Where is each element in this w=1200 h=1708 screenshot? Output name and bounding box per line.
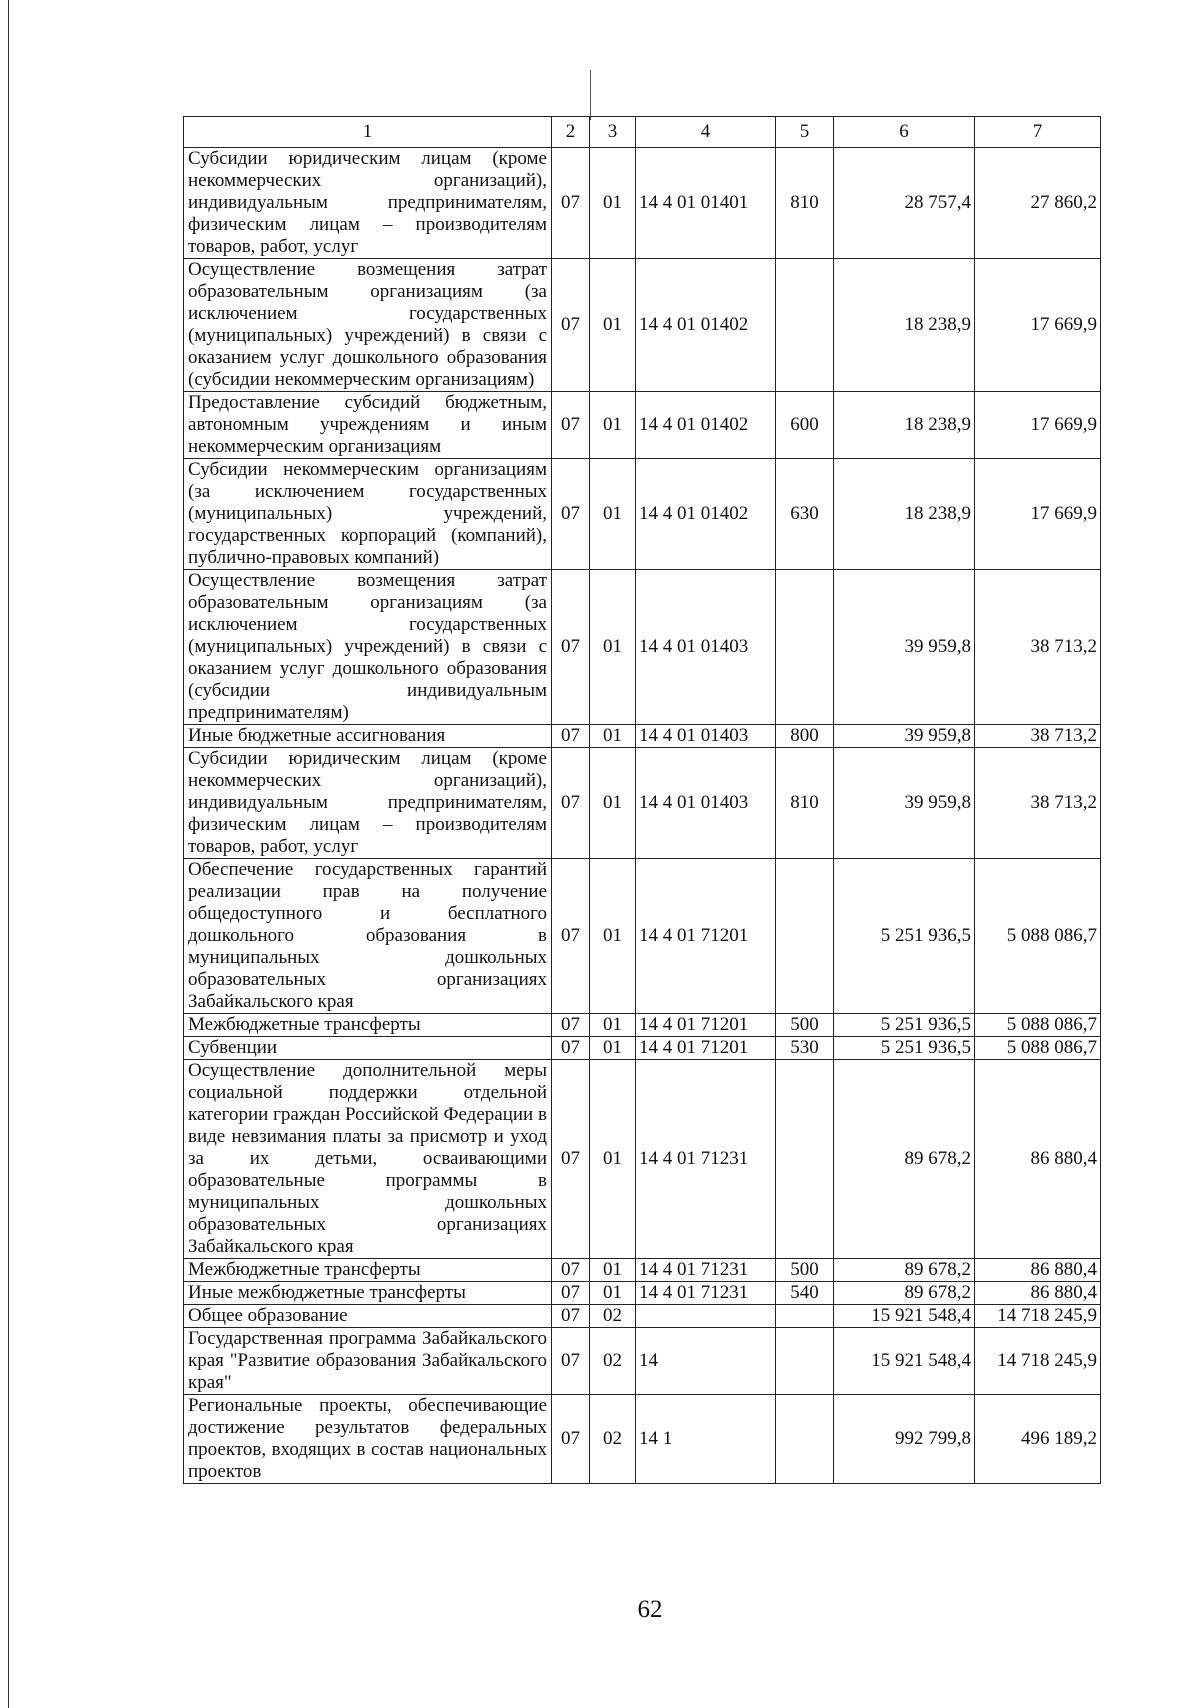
expense-type-cell: 800 [776, 725, 834, 748]
table-row [184, 1305, 1101, 1328]
section-code-cell: 07 [552, 392, 590, 459]
section-code-cell: 07 [552, 859, 590, 1014]
budget-table [183, 116, 1101, 1484]
subsection-code-cell: 01 [590, 1060, 636, 1259]
section-code-cell: 07 [552, 1305, 590, 1328]
target-article-cell: 14 4 01 71201 [636, 859, 776, 1014]
subsection-code-cell: 01 [590, 570, 636, 725]
amount-year2-cell: 17 669,9 [975, 459, 1101, 570]
page-margin-line [8, 0, 9, 1708]
table-row [184, 1395, 1101, 1484]
table-row [184, 1282, 1101, 1305]
item-name-cell: Иные межбюджетные трансферты [184, 1282, 552, 1305]
amount-year1-cell: 89 678,2 [834, 1282, 975, 1305]
target-article-cell: 14 4 01 71231 [636, 1259, 776, 1282]
expense-type-cell: 810 [776, 148, 834, 259]
amount-year1-cell: 39 959,8 [834, 725, 975, 748]
section-code-cell: 07 [552, 459, 590, 570]
header-cell-1: 1 [184, 117, 552, 148]
expense-type-cell: 600 [776, 392, 834, 459]
target-article-cell: 14 4 01 01403 [636, 748, 776, 859]
amount-year2-cell: 5 088 086,7 [975, 1014, 1101, 1037]
header-cell-3: 3 [590, 117, 636, 148]
scan-mark [590, 70, 591, 120]
subsection-code-cell: 01 [590, 1014, 636, 1037]
target-article-cell: 14 4 01 01403 [636, 725, 776, 748]
item-name-cell: Государственная программа Забайкальского края "Развитие образования Забайкальского края" [184, 1328, 552, 1395]
table-row [184, 392, 1101, 459]
target-article-cell: 14 4 01 01402 [636, 259, 776, 392]
subsection-code-cell: 01 [590, 1259, 636, 1282]
amount-year1-cell: 5 251 936,5 [834, 859, 975, 1014]
expense-type-cell: 530 [776, 1037, 834, 1060]
header-row [184, 117, 1101, 148]
table-row [184, 459, 1101, 570]
expense-type-cell [776, 1305, 834, 1328]
subsection-code-cell: 02 [590, 1305, 636, 1328]
target-article-cell: 14 4 01 01402 [636, 392, 776, 459]
target-article-cell: 14 [636, 1328, 776, 1395]
section-code-cell: 07 [552, 1037, 590, 1060]
item-name-cell: Межбюджетные трансферты [184, 1259, 552, 1282]
item-name-cell: Субвенции [184, 1037, 552, 1060]
subsection-code-cell: 01 [590, 259, 636, 392]
amount-year1-cell: 992 799,8 [834, 1395, 975, 1484]
table-row [184, 259, 1101, 392]
expense-type-cell: 500 [776, 1259, 834, 1282]
header-cell-5: 5 [776, 117, 834, 148]
expense-type-cell: 540 [776, 1282, 834, 1305]
item-name-cell: Общее образование [184, 1305, 552, 1328]
target-article-cell: 14 4 01 71201 [636, 1014, 776, 1037]
table-row [184, 570, 1101, 725]
amount-year1-cell: 18 238,9 [834, 259, 975, 392]
target-article-cell: 14 4 01 71231 [636, 1060, 776, 1259]
amount-year2-cell: 5 088 086,7 [975, 1037, 1101, 1060]
subsection-code-cell: 01 [590, 1037, 636, 1060]
expense-type-cell [776, 1060, 834, 1259]
expense-type-cell [776, 1395, 834, 1484]
item-name-cell: Субсидии некоммерческим организациям (за исключением государственных (муниципальных) учреждений, государственных корпораций (компаний), публично-правовых компаний) [184, 459, 552, 570]
table-row [184, 1060, 1101, 1259]
section-code-cell: 07 [552, 1259, 590, 1282]
table-row [184, 148, 1101, 259]
amount-year1-cell: 5 251 936,5 [834, 1037, 975, 1060]
expense-type-cell [776, 859, 834, 1014]
item-name-cell: Осуществление возмещения затрат образовательным организациям (за исключением государственных (муниципальных) учреждений) в связи с оказанием услуг дошкольного образования (субсидии индивидуальным предпринимателям) [184, 570, 552, 725]
amount-year2-cell: 14 718 245,9 [975, 1305, 1101, 1328]
subsection-code-cell: 01 [590, 859, 636, 1014]
section-code-cell: 07 [552, 259, 590, 392]
subsection-code-cell: 01 [590, 1282, 636, 1305]
header-cell-2: 2 [552, 117, 590, 148]
amount-year2-cell: 38 713,2 [975, 725, 1101, 748]
amount-year1-cell: 89 678,2 [834, 1060, 975, 1259]
subsection-code-cell: 01 [590, 459, 636, 570]
amount-year2-cell: 496 189,2 [975, 1395, 1101, 1484]
item-name-cell: Субсидии юридическим лицам (кроме некоммерческих организаций), индивидуальным предпринимателям, физическим лицам – производителям товаров, работ, услуг [184, 748, 552, 859]
expense-type-cell: 810 [776, 748, 834, 859]
section-code-cell: 07 [552, 1395, 590, 1484]
amount-year2-cell: 86 880,4 [975, 1060, 1101, 1259]
amount-year2-cell: 38 713,2 [975, 570, 1101, 725]
target-article-cell: 14 4 01 01402 [636, 459, 776, 570]
amount-year1-cell: 15 921 548,4 [834, 1328, 975, 1395]
expense-type-cell [776, 1328, 834, 1395]
header-cell-7: 7 [975, 117, 1101, 148]
expense-type-cell: 630 [776, 459, 834, 570]
subsection-code-cell: 01 [590, 725, 636, 748]
amount-year2-cell: 86 880,4 [975, 1282, 1101, 1305]
amount-year1-cell: 18 238,9 [834, 392, 975, 459]
header-cell-4: 4 [636, 117, 776, 148]
expense-type-cell: 500 [776, 1014, 834, 1037]
amount-year1-cell: 15 921 548,4 [834, 1305, 975, 1328]
item-name-cell: Предоставление субсидий бюджетным, автономным учреждениям и иным некоммерческим организациям [184, 392, 552, 459]
amount-year1-cell: 5 251 936,5 [834, 1014, 975, 1037]
expense-type-cell [776, 570, 834, 725]
amount-year2-cell: 27 860,2 [975, 148, 1101, 259]
section-code-cell: 07 [552, 1282, 590, 1305]
amount-year2-cell: 14 718 245,9 [975, 1328, 1101, 1395]
amount-year1-cell: 39 959,8 [834, 570, 975, 725]
subsection-code-cell: 02 [590, 1395, 636, 1484]
table-row [184, 748, 1101, 859]
item-name-cell: Обеспечение государственных гарантий реализации прав на получение общедоступного и бесплатного дошкольного образования в муниципальных дошкольных образовательных организациях Забайкальского края [184, 859, 552, 1014]
table-row [184, 725, 1101, 748]
item-name-cell: Осуществление возмещения затрат образовательным организациям (за исключением государственных (муниципальных) учреждений) в связи с оказанием услуг дошкольного образования (субсидии некоммерческим организациям) [184, 259, 552, 392]
table-row [184, 1259, 1101, 1282]
section-code-cell: 07 [552, 570, 590, 725]
target-article-cell: 14 4 01 01401 [636, 148, 776, 259]
amount-year2-cell: 5 088 086,7 [975, 859, 1101, 1014]
amount-year2-cell: 17 669,9 [975, 259, 1101, 392]
section-code-cell: 07 [552, 725, 590, 748]
table-row [184, 1014, 1101, 1037]
amount-year1-cell: 18 238,9 [834, 459, 975, 570]
header-cell-6: 6 [834, 117, 975, 148]
table-body [184, 117, 1101, 1484]
section-code-cell: 07 [552, 1060, 590, 1259]
target-article-cell: 14 4 01 71201 [636, 1037, 776, 1060]
item-name-cell: Субсидии юридическим лицам (кроме некоммерческих организаций), индивидуальным предпринимателям, физическим лицам – производителям товаров, работ, услуг [184, 148, 552, 259]
amount-year1-cell: 39 959,8 [834, 748, 975, 859]
amount-year2-cell: 86 880,4 [975, 1259, 1101, 1282]
page-number: 62 [637, 1596, 663, 1623]
target-article-cell: 14 1 [636, 1395, 776, 1484]
subsection-code-cell: 01 [590, 392, 636, 459]
item-name-cell: Иные бюджетные ассигнования [184, 725, 552, 748]
item-name-cell: Осуществление дополнительной меры социальной поддержки отдельной категории граждан Российской Федерации в виде невзимания платы за присмотр и уход за их детьми, осваивающими образовательные программы в муниципальных дошкольных образовательных организациях Забайкальского края [184, 1060, 552, 1259]
target-article-cell: 14 4 01 01403 [636, 570, 776, 725]
subsection-code-cell: 01 [590, 748, 636, 859]
amount-year2-cell: 38 713,2 [975, 748, 1101, 859]
section-code-cell: 07 [552, 148, 590, 259]
item-name-cell: Межбюджетные трансферты [184, 1014, 552, 1037]
section-code-cell: 07 [552, 748, 590, 859]
expense-type-cell [776, 259, 834, 392]
subsection-code-cell: 02 [590, 1328, 636, 1395]
amount-year1-cell: 89 678,2 [834, 1259, 975, 1282]
table-row [184, 859, 1101, 1014]
table-row [184, 1037, 1101, 1060]
item-name-cell: Региональные проекты, обеспечивающие достижение результатов федеральных проектов, входящих в состав национальных проектов [184, 1395, 552, 1484]
target-article-cell [636, 1305, 776, 1328]
amount-year1-cell: 28 757,4 [834, 148, 975, 259]
subsection-code-cell: 01 [590, 148, 636, 259]
section-code-cell: 07 [552, 1328, 590, 1395]
target-article-cell: 14 4 01 71231 [636, 1282, 776, 1305]
amount-year2-cell: 17 669,9 [975, 392, 1101, 459]
section-code-cell: 07 [552, 1014, 590, 1037]
table-row [184, 1328, 1101, 1395]
